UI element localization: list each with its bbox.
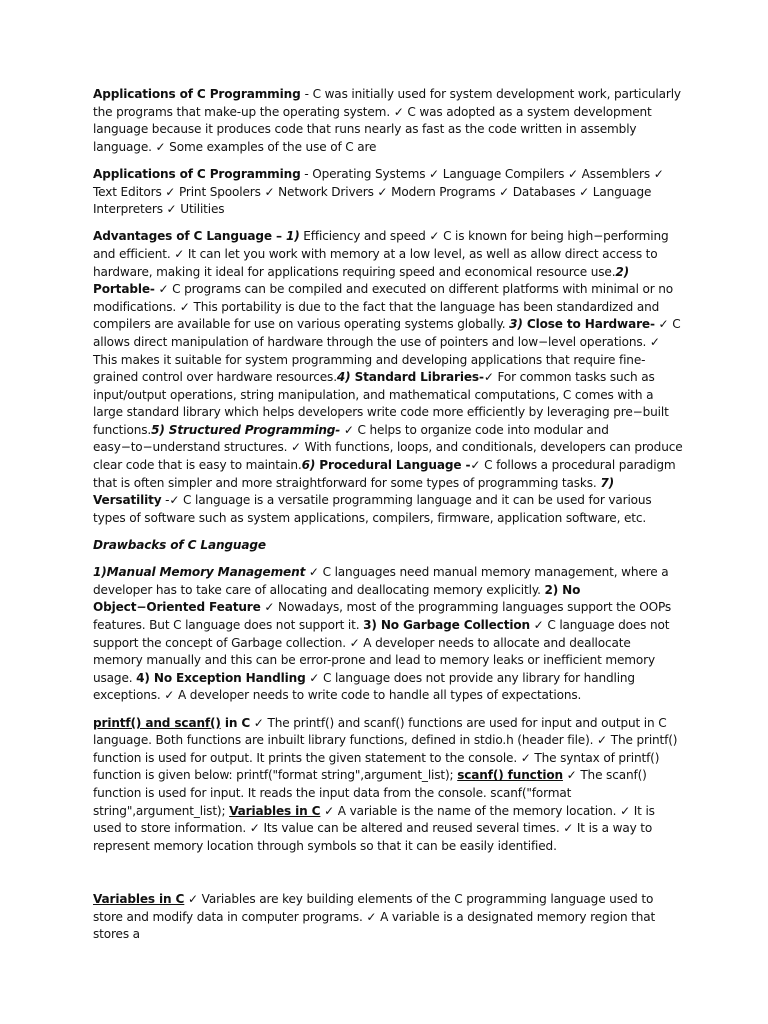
applications-list-paragraph xyxy=(93,166,683,219)
body-text: ✓ C allows direct manipulation of hardware through the use of pointers and low−level operations. ✓ This makes it suitable for system programming and developing applications that require fine-grained control over hardware resources. xyxy=(93,317,681,385)
emphasis-text: Versatility xyxy=(93,493,162,508)
body-text: ✓ The scanf() function is used for input. It reads the input data from the console. scanf("format string",argument_list); xyxy=(93,768,647,818)
body-text: ✓ C helps to organize code into modular and easy−to−understand structures. ✓ With functions, loops, and conditionals, developers can produce clear code that is easy to maintain. xyxy=(93,422,683,473)
emphasis-text: 2) No Object−Oriented Feature xyxy=(93,582,581,615)
emphasis-text: Variables in C xyxy=(229,803,321,818)
drawbacks-paragraph xyxy=(93,564,683,705)
body-text: ✓ C languages need manual memory management, where a developer has to take care of allocating and deallocating memory explicitly. xyxy=(93,565,669,597)
body-text: ✓ A variable is the name of the memory location. ✓ It is used to store information. ✓ Its value can be altered and reused several times. ✓ It is a way to represent memory location through symbols so that it can be easily identified. xyxy=(93,803,655,853)
drawbacks-heading xyxy=(93,537,683,555)
emphasis-text: in C xyxy=(220,715,251,730)
emphasis-text: Applications of C Programming xyxy=(93,166,301,181)
emphasis-text: 7) xyxy=(600,475,614,490)
emphasis-text: Procedural Language - xyxy=(315,458,471,473)
body-text: - C was initially used for system development work, particularly the programs that make-up the operating system. ✓ C was adopted as a system development language because it produces code that runs nearly as fast as the code written in assembly language. ✓ Some examples of the use of C are xyxy=(93,87,681,154)
body-text: ✓ Variables are key building elements of the C programming language used to store and modify data in computer programs. ✓ A variable is a designated memory region that stores a xyxy=(93,891,656,942)
advantages-paragraph xyxy=(93,228,683,527)
emphasis-text: Close to Hardware- xyxy=(522,317,655,332)
emphasis-text: 2) xyxy=(615,264,630,279)
variables-paragraph xyxy=(93,891,683,944)
body-text: ✓ The printf() and scanf() functions are used for input and output in C language. Both functions are inbuilt library functions, defined in stdio.h (header file). ✓ The printf() function is used for output. It prints the given statement to the console. ✓ The syntax of printf() function is given below: printf("format string",argument_list); xyxy=(93,715,678,783)
body-text: -✓ C language is a versatile programming language and it can be used for various types of software such as system applications, compilers, firmware, application software, etc. xyxy=(93,493,652,525)
emphasis-text: 3) No Garbage Collection xyxy=(363,618,530,632)
body-text: ✓ For common tasks such as input/output operations, string manipulation, and mathematical computations, C comes with a large standard library which helps developers write code more efficiently by leveraging pre−built functions. xyxy=(93,370,669,437)
body-text: Efficiency and speed ✓ C is known for being high−performing and efficient. ✓ It can let you work with memory at a low level, as well as allow direct access to hardware, making it ideal for applications requiring speed and economical resource use. xyxy=(93,229,669,279)
applications-paragraph xyxy=(93,86,683,156)
emphasis-text: printf() and scanf() xyxy=(93,715,221,730)
document-page xyxy=(93,86,683,953)
emphasis-text: Variables in C xyxy=(93,891,185,906)
emphasis-text: Applications of C Programming xyxy=(93,87,305,101)
emphasis-text: 1)Manual Memory Management xyxy=(93,565,306,580)
printf-scanf-paragraph xyxy=(93,715,683,856)
emphasis-text: 4) xyxy=(336,370,351,385)
paragraph-spacer xyxy=(93,865,683,891)
body-text: - Operating Systems ✓ Language Compilers ✓ Assemblers ✓ Text Editors ✓ Print Spoolers ✓ Network Drivers ✓ Modern Programs ✓ Databases ✓ Language Interpreters ✓ Utilities xyxy=(93,166,664,217)
body-text: ✓ C language does not provide any library for handling exceptions. ✓ A developer needs to write code to handle all types of expectations. xyxy=(93,670,635,703)
emphasis-text: 4) No Exception Handling xyxy=(136,670,306,685)
body-text: ✓ C language does not support the concept of Garbage collection. ✓ A developer needs to allocate and deallocate memory manually and this can be error-prone and lead to memory leaks or inefficient memory usage. xyxy=(93,618,670,685)
emphasis-text: 5) Structured Programming- xyxy=(151,422,341,437)
emphasis-text: Standard Libraries- xyxy=(350,370,484,385)
emphasis-text: 3) xyxy=(509,317,523,332)
emphasis-text: 6) xyxy=(301,458,316,473)
body-text: ✓ C follows a procedural paradigm that is often simpler and more straightforward for some types of programming tasks. xyxy=(93,458,676,490)
emphasis-text: Drawbacks of C Language xyxy=(93,538,266,553)
body-text: ✓ Nowadays, most of the programming languages support the OOPs features. But C language does not support it. xyxy=(93,600,672,632)
body-text: ✓ C programs can be compiled and executed on different platforms with minimal or no modifications. ✓ This portability is due to the fact that the language has been standardized and compilers are available for use on various operating systems globally. xyxy=(93,282,674,332)
emphasis-text: scanf() function xyxy=(457,768,563,783)
emphasis-text: Advantages of C Language – xyxy=(93,229,286,244)
emphasis-text: Portable- xyxy=(93,282,155,297)
emphasis-text: 1) xyxy=(285,229,300,244)
